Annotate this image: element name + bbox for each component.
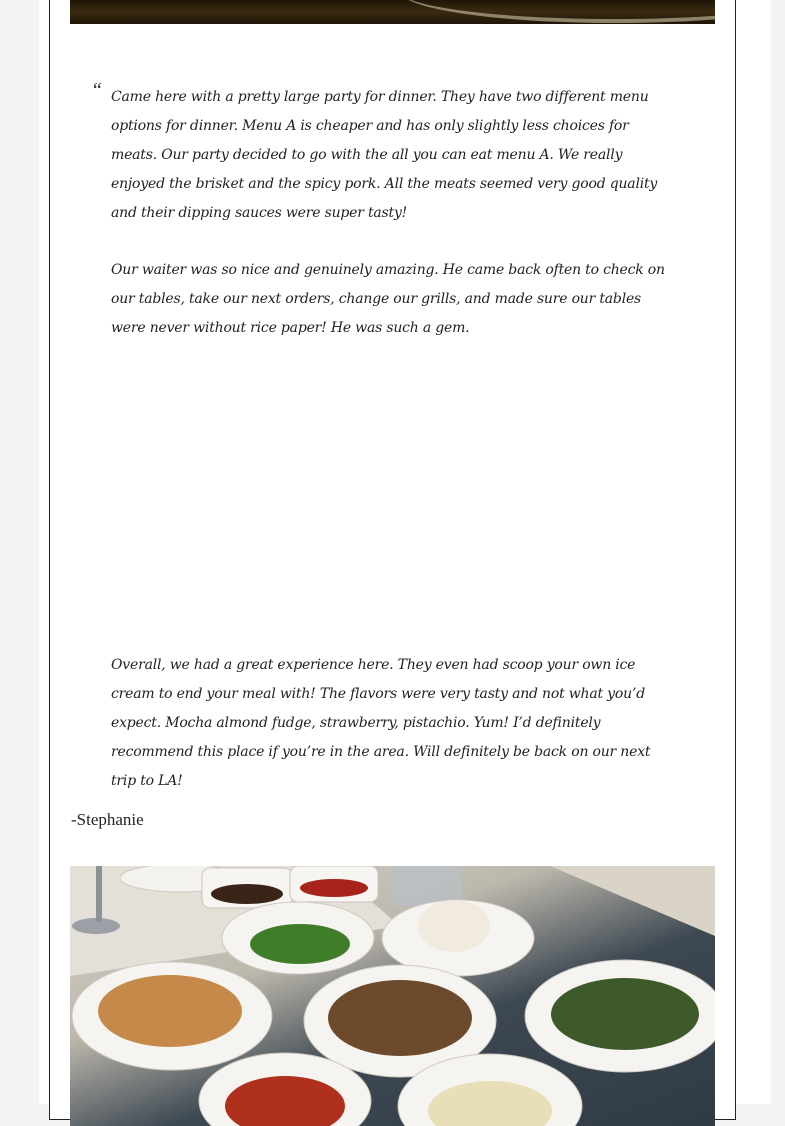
broccoli <box>250 924 350 964</box>
floor-tile-area <box>550 866 715 936</box>
plate-rim-decoration <box>400 0 715 23</box>
chili-sauce <box>300 879 368 897</box>
seaweed <box>551 978 699 1050</box>
top-food-photo <box>70 0 715 24</box>
banchan-side-dishes-photo <box>70 866 715 1126</box>
review-author: -Stephanie <box>71 810 144 829</box>
potato-salad <box>418 900 490 952</box>
review-paragraph-3: Overall, we had a great experience here. They even had scoop your own ice cream to end your meal with! The flavors were very tasty and not what you’d expect. Mocha almond fudge, strawberry, pistachio. Yum! I’d definitely recommend this place if you’re in the area. Will definitely be back on our next trip to LA! <box>111 657 651 789</box>
japchae <box>328 980 472 1056</box>
quote-icon: “ <box>91 79 103 101</box>
review-paragraph-2: Our waiter was so nice and genuinely amazing. He came back often to check on our tables, take our next orders, change our grills, and made sure our tables were never without rice paper! He was such a gem. <box>111 262 665 336</box>
banchan-illustration <box>70 866 715 1126</box>
review-card <box>49 0 736 1120</box>
review-paragraph-1: Came here with a pretty large party for dinner. They have two different menu options for dinner. Menu A is cheaper and has only slightly less choices for meats. Our party decided to go with the all you can eat menu A. We really enjoyed the brisket and the spicy pork. All the meats seemed very good quality and their dipping sauces were super tasty! <box>111 89 658 221</box>
spoon-handle <box>96 866 102 922</box>
fish-cake <box>98 975 242 1047</box>
soy-sauce <box>211 884 283 904</box>
